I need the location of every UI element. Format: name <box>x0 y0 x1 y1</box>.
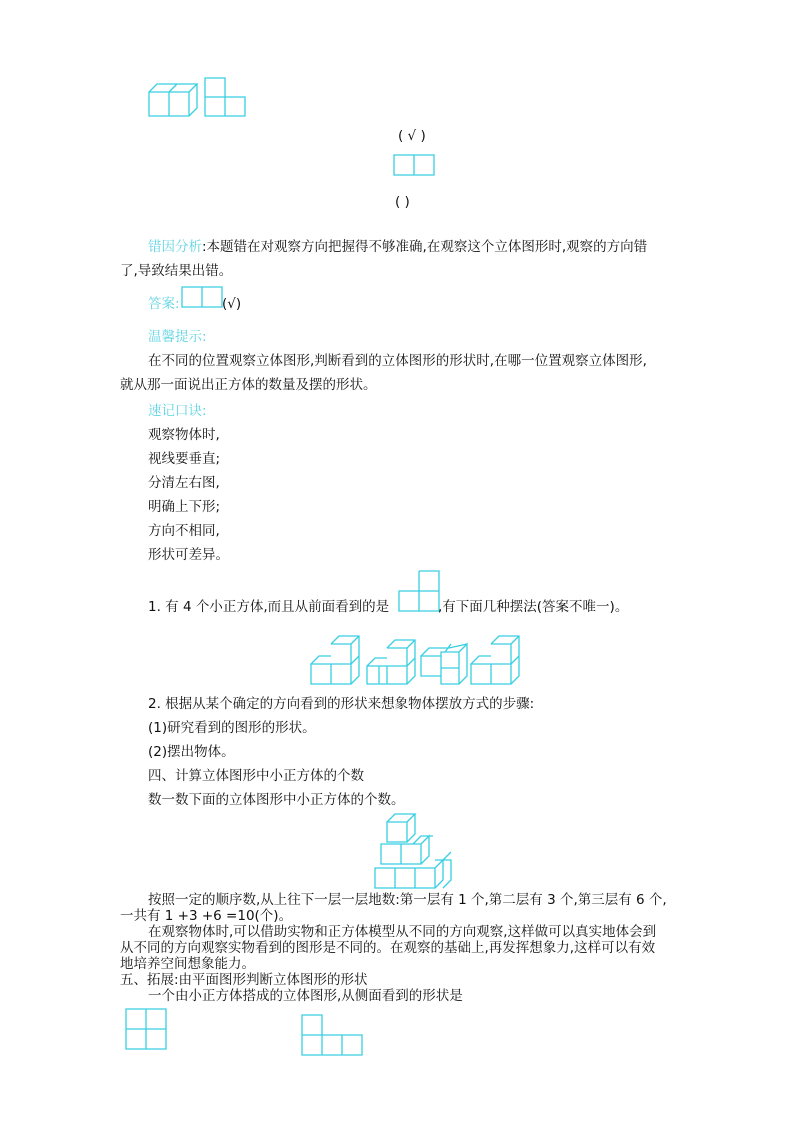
error-analysis-text: :本题错在对观察方向把握得不够准确,在观察这个立体图形时,观察的方向错 <box>202 239 648 255</box>
step2-text: (2)摆出物体。 <box>148 744 235 760</box>
rhyme-line: 明确上下形; <box>148 499 221 515</box>
answer-mark-blank: ( ) <box>395 194 410 210</box>
error-analysis-line-2: 了,导致结果出错。 <box>120 263 233 279</box>
answer-label: 答案: <box>148 296 180 312</box>
count-intro: 数一数下面的立体图形中小正方体的个数。 <box>148 792 405 808</box>
rhyme-line: 观察物体时, <box>148 427 220 443</box>
tip-label: 温馨提示: <box>148 329 207 345</box>
count-text-2: 一共有 1 +3 +6 =10(个)。 <box>120 908 293 924</box>
observe-text-2: 从不同的方向观察实物看到的图形是不同的。在观察的基础上,再发挥想象力,这样可以有效 <box>120 940 656 956</box>
item1-pre: 1. 有 4 个小正方体,而且从前面看到的是 <box>148 599 390 615</box>
two-by-two-square-figure <box>125 1008 169 1052</box>
rhyme-line: 视线要垂直; <box>148 451 221 467</box>
section5-heading: 五、拓展:由平面图形判断立体图形的形状 <box>120 972 368 988</box>
observe-text-3: 地培养空间想象能力。 <box>120 956 255 972</box>
rhyme-line: 形状可差异。 <box>148 547 229 563</box>
cube-pyramid-figure <box>373 808 457 892</box>
count-text-1: 按照一定的顺序数,从上往下一层一层地数:第一层有 1 个,第二层有 3 个,第三层有 6 个, <box>148 892 667 908</box>
tip-text-1: 在不同的位置观察立体图形,判断看到的立体图形的形状时,在哪一位置观察立体图形, <box>148 353 647 369</box>
answer-line <box>148 294 180 314</box>
rhyme-line: 分清左右图, <box>148 475 220 491</box>
l-shape-three-square-figure <box>301 1014 365 1058</box>
tip-text-2: 就从那一面说出正方体的数量及摆的形状。 <box>120 377 377 393</box>
two-square-view-figure <box>393 154 435 176</box>
arrangements-figure <box>309 628 519 686</box>
observe-text-1: 在观察物体时,可以借助实物和正方体模型从不同的方向观察,这样做可以真实地体会到 <box>148 924 657 940</box>
item1-l-shape-figure <box>398 570 440 612</box>
two-cube-iso-figure <box>147 78 203 118</box>
item1-post: ,有下面几种摆法(答案不唯一)。 <box>438 599 629 615</box>
l-shape-view-figure <box>203 76 247 118</box>
item2-text: 2. 根据从某个确定的方向看到的形状来想象物体摆放方式的步骤: <box>148 696 535 712</box>
rhyme-label: 速记口诀: <box>148 403 207 419</box>
step1-text: (1)研究看到的图形的形状。 <box>148 720 316 736</box>
error-analysis-line-1 <box>148 237 647 257</box>
answer-value: (√) <box>222 296 242 312</box>
answer-mark-check: ( √ ) <box>398 128 426 144</box>
error-analysis-label: 错因分析 <box>148 239 202 255</box>
answer-two-square-figure <box>181 286 223 308</box>
side-view-text: 一个由小正方体搭成的立体图形,从侧面看到的形状是 <box>148 988 463 1004</box>
section4-heading: 四、计算立体图形中小正方体的个数 <box>148 768 364 784</box>
rhyme-line: 方向不相同, <box>148 523 220 539</box>
